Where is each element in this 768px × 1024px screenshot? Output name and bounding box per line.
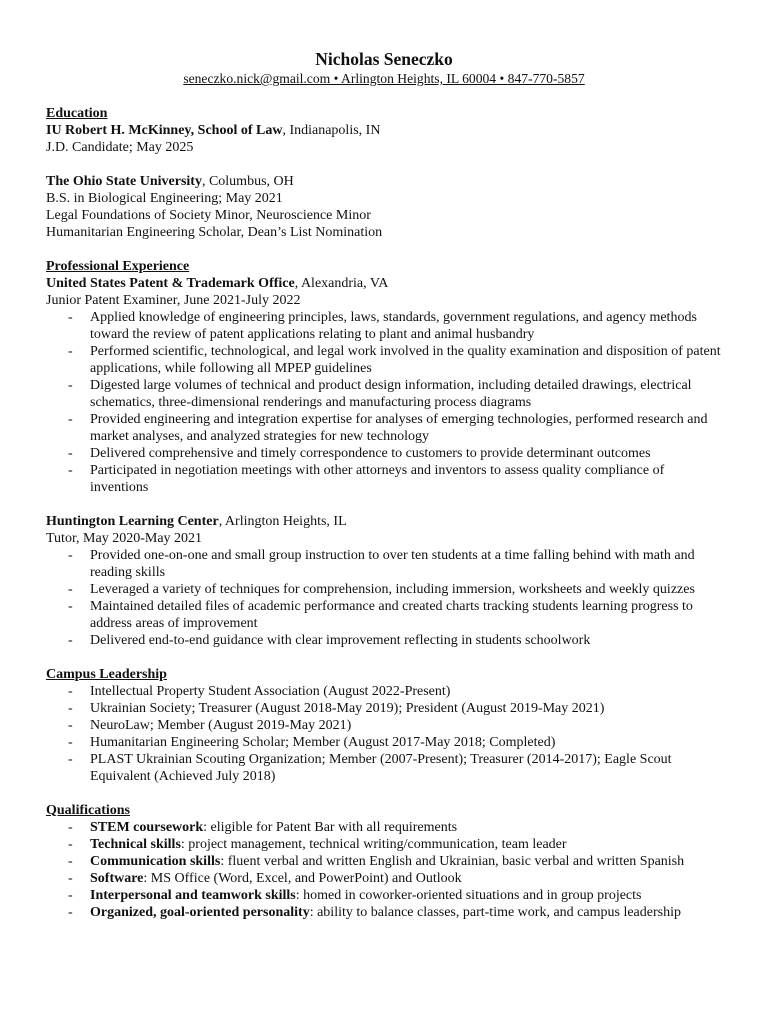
qualifications-bullets xyxy=(46,819,726,921)
dash-marker: - xyxy=(68,820,73,835)
section-title-experience: Professional Experience xyxy=(46,259,190,274)
qualification-text: : ability to balance classes, part-time work, and campus leadership xyxy=(309,905,681,920)
employer-heading xyxy=(46,513,726,530)
contact-email: seneczko.nick@gmail.com xyxy=(183,71,331,86)
list-item xyxy=(46,581,726,598)
list-item xyxy=(46,904,726,921)
dash-marker: - xyxy=(68,752,73,767)
experience-section xyxy=(46,258,726,649)
dash-marker: - xyxy=(68,378,73,393)
school-name: The Ohio State University xyxy=(46,174,202,189)
dash-marker: - xyxy=(68,871,73,886)
school-location: , Indianapolis, IN xyxy=(282,123,381,138)
dash-marker: - xyxy=(68,905,73,920)
dash-marker: - xyxy=(68,582,73,597)
job-role: Junior Patent Examiner, June 2021-July 2022 xyxy=(46,293,301,308)
contact-separator: • xyxy=(496,71,508,86)
qualification-text: : project management, technical writing/communication, team leader xyxy=(180,837,567,852)
list-item xyxy=(46,683,726,700)
list-item xyxy=(46,632,726,649)
education-section xyxy=(46,105,726,241)
dash-marker: - xyxy=(68,463,73,478)
bullet-text: NeuroLaw; Member (August 2019-May 2021) xyxy=(90,718,352,733)
school-heading xyxy=(46,122,726,139)
list-item xyxy=(46,343,726,377)
dash-marker: - xyxy=(68,888,73,903)
section-title-qualifications: Qualifications xyxy=(46,803,131,818)
bullet-text: Maintained detailed files of academic performance and created charts tracking students learning progress to address areas of improvement xyxy=(90,599,693,631)
list-item xyxy=(46,411,726,445)
job-role: Tutor, May 2020-May 2021 xyxy=(46,531,203,546)
bullet-text: Participated in negotiation meetings with other attorneys and inventors to assess quality compliance of inventions xyxy=(90,463,665,495)
qualification-label: Interpersonal and teamwork skills xyxy=(90,888,296,903)
list-item xyxy=(46,819,726,836)
employer-name: Huntington Learning Center xyxy=(46,514,219,529)
dash-marker: - xyxy=(68,548,73,563)
school-location: , Columbus, OH xyxy=(201,174,294,189)
bullet-text: Leveraged a variety of techniques for comprehension, including immersion, worksheets and weekly quizzes xyxy=(90,582,695,597)
dash-marker: - xyxy=(68,718,73,733)
bullet-text: Applied knowledge of engineering principles, laws, standards, government regulations, and agency methods toward the review of patent applications relating to plant and animal husbandry xyxy=(90,310,697,342)
dash-marker: - xyxy=(68,854,73,869)
dash-marker: - xyxy=(68,837,73,852)
bullet-text: Delivered comprehensive and timely correspondence to customers to provide determinant outcomes xyxy=(90,446,651,461)
dash-marker: - xyxy=(68,633,73,648)
qualification-text: : fluent verbal and written English and Ukrainian, basic verbal and written Spanish xyxy=(220,854,685,869)
school-detail: Humanitarian Engineering Scholar, Dean’s List Nomination xyxy=(46,225,383,240)
bullet-text: Provided one-on-one and small group instruction to over ten students at a time falling behind with math and reading skills xyxy=(90,548,695,580)
qualification-label: Software xyxy=(90,871,144,886)
list-item xyxy=(46,700,726,717)
dash-marker: - xyxy=(68,701,73,716)
employer-name: United States Patent & Trademark Office xyxy=(46,276,295,291)
section-title-education: Education xyxy=(46,106,108,121)
list-item xyxy=(46,887,726,904)
qualification-text: : homed in coworker-oriented situations and in group projects xyxy=(295,888,642,903)
list-item xyxy=(46,853,726,870)
school-detail: B.S. in Biological Engineering; May 2021 xyxy=(46,191,283,206)
employer-heading xyxy=(46,275,726,292)
list-item xyxy=(46,547,726,581)
dash-marker: - xyxy=(68,412,73,427)
list-item xyxy=(46,377,726,411)
employer-location: , Arlington Heights, IL xyxy=(218,514,347,529)
leadership-section xyxy=(46,666,726,785)
bullet-text: Delivered end-to-end guidance with clear improvement reflecting in students schoolwork xyxy=(90,633,591,648)
list-item xyxy=(46,836,726,853)
school-detail: Legal Foundations of Society Minor, Neuroscience Minor xyxy=(46,208,371,223)
bullet-text: Intellectual Property Student Association (August 2022-Present) xyxy=(90,684,451,699)
employer-location: , Alexandria, VA xyxy=(294,276,389,291)
school-heading xyxy=(46,173,726,190)
dash-marker: - xyxy=(68,446,73,461)
job-bullets xyxy=(46,309,726,496)
qualification-text: : eligible for Patent Bar with all requirements xyxy=(203,820,458,835)
job-bullets xyxy=(46,547,726,649)
candidate-name: Nicholas Seneczko xyxy=(315,49,453,69)
contact-line xyxy=(183,71,584,87)
dash-marker: - xyxy=(68,599,73,614)
list-item xyxy=(46,734,726,751)
dash-marker: - xyxy=(68,310,73,325)
contact-separator: • xyxy=(330,71,342,86)
section-title-leadership: Campus Leadership xyxy=(46,667,167,682)
qualification-label: Communication skills xyxy=(90,854,221,869)
bullet-text: PLAST Ukrainian Scouting Organization; Member (2007-Present); Treasurer (2014-2017); Eagle Scout Equivalent (Achieved July 2018) xyxy=(90,752,672,784)
list-item xyxy=(46,462,726,496)
contact-phone: 847-770-5857 xyxy=(507,71,585,86)
bullet-text: Provided engineering and integration expertise for analyses of emerging technologies, performed research and market analyses, and analyzed strategies for new technology xyxy=(90,412,708,444)
school-name: IU Robert H. McKinney, School of Law xyxy=(46,123,283,138)
dash-marker: - xyxy=(68,684,73,699)
resume-page xyxy=(46,48,726,921)
dash-marker: - xyxy=(68,735,73,750)
list-item xyxy=(46,598,726,632)
list-item xyxy=(46,445,726,462)
contact-location: Arlington Heights, IL 60004 xyxy=(341,71,497,86)
qualification-label: Organized, goal-oriented personality xyxy=(90,905,310,920)
bullet-text: Performed scientific, technological, and legal work involved in the quality examination and disposition of patent applications, while following all MPEP guidelines xyxy=(90,344,721,376)
leadership-bullets xyxy=(46,683,726,785)
qualification-label: Technical skills xyxy=(90,837,181,852)
qualifications-section xyxy=(46,802,726,921)
list-item xyxy=(46,309,726,343)
list-item xyxy=(46,717,726,734)
bullet-text: Humanitarian Engineering Scholar; Member (August 2017-May 2018; Completed) xyxy=(90,735,556,750)
qualification-label: STEM coursework xyxy=(90,820,204,835)
list-item xyxy=(46,870,726,887)
resume-header xyxy=(0,48,768,88)
list-item xyxy=(46,751,726,785)
school-detail: J.D. Candidate; May 2025 xyxy=(46,140,194,155)
qualification-text: : MS Office (Word, Excel, and PowerPoint) and Outlook xyxy=(143,871,462,886)
bullet-text: Ukrainian Society; Treasurer (August 2018-May 2019); President (August 2019-May 2021) xyxy=(90,701,605,716)
bullet-text: Digested large volumes of technical and product design information, including detailed drawings, electrical schematics, three-dimensional renderings and manufacturing process diagrams xyxy=(90,378,692,410)
dash-marker: - xyxy=(68,344,73,359)
